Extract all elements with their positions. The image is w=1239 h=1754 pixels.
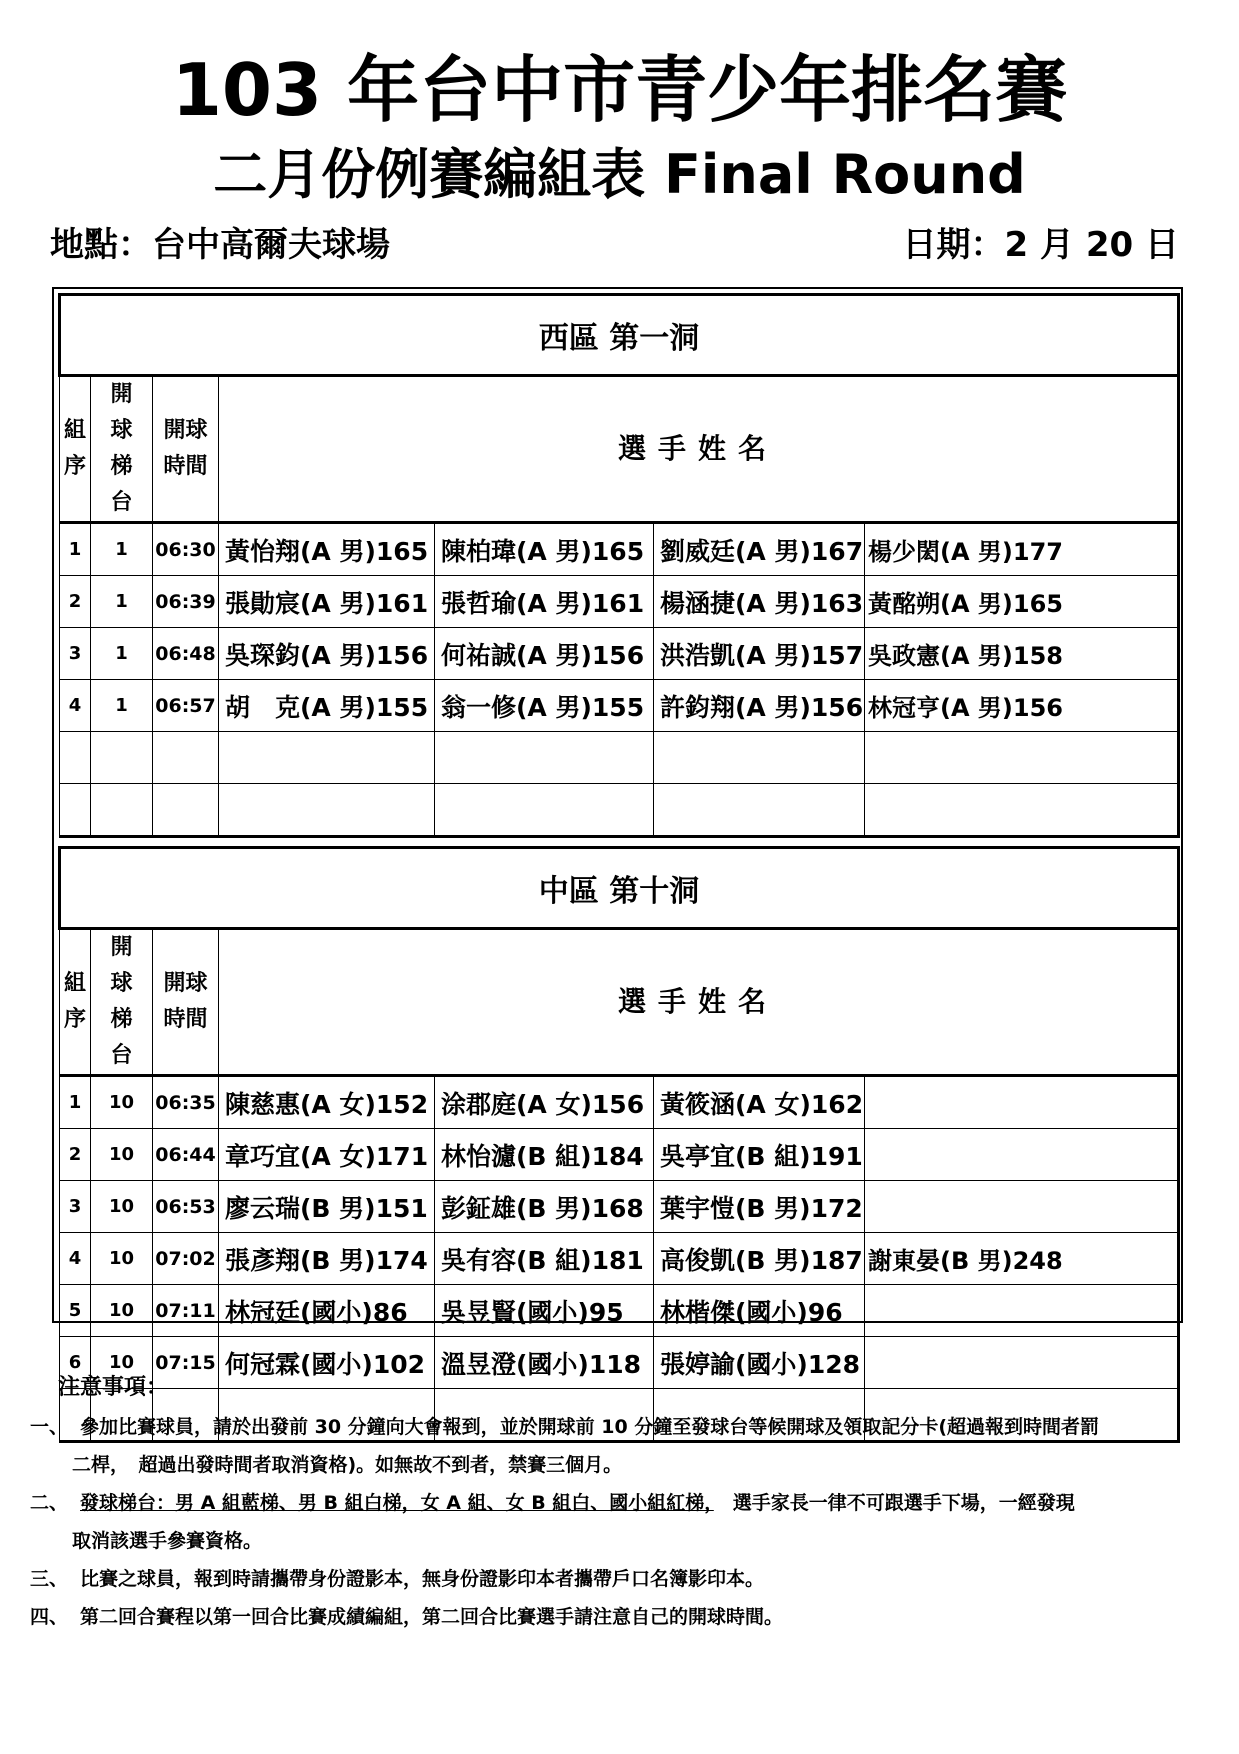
player-name: 吳琛鈞(A 男)156 [219,628,435,680]
table-row [60,628,1179,680]
note-text: 參加比賽球員，請於出發前 30 分鐘向大會報到，並於開球前 10 分鐘至發球台等候開球及領取記分卡(超過報到時間者罰 [80,1416,1100,1438]
player-name: 高俊凱(B 男)187 [654,1233,865,1285]
player-name: 許鈞翔(A 男)156 [654,680,865,732]
tee-time [153,732,219,784]
tee-number: 10 [91,1129,153,1181]
player-name [435,784,654,837]
tee-time: 06:30 [153,523,219,576]
player-name: 楊少閎(A 男)177 [865,523,1179,576]
tee-number: 10 [91,1285,153,1337]
tee-number [91,784,153,837]
date-label: 日期：2 月 20 日 [902,225,1179,265]
player-name: 胡 克(A 男)155 [219,680,435,732]
player-name: 吳亭宜(B 組)191 [654,1129,865,1181]
group-seq: 3 [60,628,91,680]
group-seq: 1 [60,523,91,576]
group-seq: 3 [60,1181,91,1233]
header-players: 選手姓名 [219,929,1179,1076]
header-players: 選手姓名 [219,376,1179,523]
player-name [219,784,435,837]
player-name: 吳有容(B 組)181 [435,1233,654,1285]
note-continuation: 二桿， 超過出發時間者取消資格)。如無故不到者，禁賽三個月。 [72,1454,623,1476]
tee-time: 07:15 [153,1337,219,1389]
tee-time: 06:53 [153,1181,219,1233]
player-name: 涂郡庭(A 女)156 [435,1076,654,1129]
tee-number: 1 [91,628,153,680]
group-seq [60,784,91,837]
player-name: 謝東晏(B 男)248 [865,1233,1179,1285]
group-seq: 4 [60,1233,91,1285]
player-name: 彭鉦雄(B 男)168 [435,1181,654,1233]
note-number: 一、 [30,1416,69,1438]
note-underlined-text: 發球梯台：男 A 組藍梯、男 B 組白梯，女 A 組、女 B 組白、國小組紅梯， [80,1492,714,1514]
header-time: 開球時間 [153,376,219,523]
note-number: 四、 [30,1606,69,1628]
player-name: 張彥翔(B 男)174 [219,1233,435,1285]
player-name: 張哲瑜(A 男)161 [435,576,654,628]
section-title: 西區 第一洞 [60,295,1179,376]
note-number: 三、 [30,1568,69,1590]
note-item [30,1408,1210,1484]
player-name: 黃筱涵(A 女)162 [654,1076,865,1129]
note-item [30,1484,1210,1560]
header-seq: 組序 [60,376,91,523]
player-name [865,732,1179,784]
schedule-table [58,293,1180,1443]
header-tee: 開球梯台 [91,929,153,1076]
player-name: 洪浩凱(A 男)157 [654,628,865,680]
player-name: 林怡濾(B 組)184 [435,1129,654,1181]
player-name [219,732,435,784]
tee-time: 06:39 [153,576,219,628]
player-name: 黃酩朔(A 男)165 [865,576,1179,628]
tee-number: 10 [91,1181,153,1233]
player-name: 溫昱澄(國小)118 [435,1337,654,1389]
player-name [865,1285,1179,1337]
group-seq: 4 [60,680,91,732]
tee-time [153,784,219,837]
header-time: 開球時間 [153,929,219,1076]
note-item [30,1560,1210,1598]
tee-time: 06:57 [153,680,219,732]
venue-label: 地點：台中高爾夫球場 [50,225,390,265]
note-continuation: 取消該選手參賽資格。 [72,1530,263,1552]
note-text: 比賽之球員，報到時請攜帶身份證影本，無身份證影印本者攜帶戶口名簿影印本。 [80,1568,765,1590]
table-row [60,1129,1179,1181]
player-name [865,1181,1179,1233]
section-gap [60,837,1179,848]
player-name: 章巧宜(A 女)171 [219,1129,435,1181]
tee-time: 07:02 [153,1233,219,1285]
table-row [60,1076,1179,1129]
table-row [60,1233,1179,1285]
player-name [865,784,1179,837]
table-row [60,784,1179,837]
player-name [435,732,654,784]
player-name: 林楷傑(國小)96 [654,1285,865,1337]
player-name: 何祐誠(A 男)156 [435,628,654,680]
tee-number [91,732,153,784]
player-name [654,732,865,784]
header-tee: 開球梯台 [91,376,153,523]
player-name: 廖云瑞(B 男)151 [219,1181,435,1233]
note-item [30,1598,1210,1636]
tee-number: 1 [91,576,153,628]
table-row [60,523,1179,576]
tee-number: 10 [91,1233,153,1285]
page-title: 103 年台中市青少年排名賽 [171,48,1068,132]
page-subtitle: 二月份例賽編組表 Final Round [213,143,1026,206]
header-seq: 組序 [60,929,91,1076]
player-name: 黃怡翔(A 男)165 [219,523,435,576]
note-text: 選手家長一律不可跟選手下場，一經發現 [713,1492,1075,1514]
tee-number: 10 [91,1076,153,1129]
player-name: 陳柏瑋(A 男)165 [435,523,654,576]
player-name: 翁一修(A 男)155 [435,680,654,732]
player-name: 葉宇愷(B 男)172 [654,1181,865,1233]
player-name: 林冠廷(國小)86 [219,1285,435,1337]
player-name: 何冠霖(國小)102 [219,1337,435,1389]
group-seq: 2 [60,576,91,628]
note-number: 二、 [30,1492,69,1514]
table-row [60,680,1179,732]
table-row [60,732,1179,784]
player-name [865,1129,1179,1181]
player-name: 張勛宸(A 男)161 [219,576,435,628]
notes-section [30,1368,1210,1636]
table-row [60,576,1179,628]
player-name: 吳政憲(A 男)158 [865,628,1179,680]
player-name [865,1076,1179,1129]
group-seq [60,732,91,784]
player-name [654,784,865,837]
tee-time: 06:48 [153,628,219,680]
notes-title: 注意事項： [58,1375,169,1400]
note-text: 第二回合賽程以第一回合比賽成績編組，第二回合比賽選手請注意自己的開球時間。 [80,1606,784,1628]
tee-number: 1 [91,680,153,732]
group-seq: 6 [60,1337,91,1389]
player-name: 吳昱賢(國小)95 [435,1285,654,1337]
group-seq: 2 [60,1129,91,1181]
table-row [60,1181,1179,1233]
player-name: 劉威廷(A 男)167 [654,523,865,576]
tee-number: 1 [91,523,153,576]
tee-time: 06:44 [153,1129,219,1181]
tee-time: 07:11 [153,1285,219,1337]
player-name: 張婷諭(國小)128 [654,1337,865,1389]
tee-time: 06:35 [153,1076,219,1129]
schedule-frame [52,287,1183,1379]
tee-number: 10 [91,1337,153,1389]
group-seq: 1 [60,1076,91,1129]
group-seq: 5 [60,1285,91,1337]
player-name: 陳慈惠(A 女)152 [219,1076,435,1129]
table-row [60,1285,1179,1337]
player-name: 楊涵捷(A 男)163 [654,576,865,628]
section-title: 中區 第十洞 [60,848,1179,929]
player-name: 林冠亨(A 男)156 [865,680,1179,732]
